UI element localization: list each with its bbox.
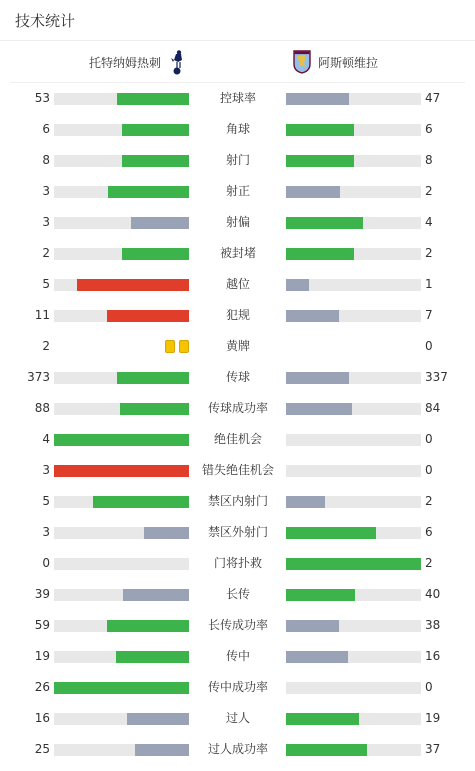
home-stat-bar-track [54, 155, 189, 167]
stats-header [0, 0, 475, 41]
yellow-card-icon [165, 340, 175, 353]
stat-label: 黄牌 [225, 339, 250, 353]
home-stat-bar [131, 217, 189, 229]
away-stat-bar-track [286, 713, 421, 725]
stat-row [0, 455, 475, 486]
stat-row [0, 548, 475, 579]
away-stat-bar-track [286, 744, 421, 756]
page-title: 技术统计 [15, 12, 76, 30]
away-stat-bar [286, 744, 367, 756]
away-stat-value: 0 [425, 432, 433, 446]
home-stat-bar-track [54, 682, 189, 694]
away-stat-value: 2 [425, 494, 433, 508]
yellow-card-icon [179, 340, 189, 353]
away-stat-bar-track [286, 589, 421, 601]
away-stat-bar-track [286, 620, 421, 632]
home-team-name: 托特纳姆热刺 [88, 55, 161, 70]
home-stat-bar-track [54, 217, 189, 229]
home-stat-value: 25 [34, 742, 50, 756]
away-stat-bar-track [286, 186, 421, 198]
stat-row [0, 145, 475, 176]
stat-label: 禁区外射门 [207, 525, 268, 539]
home-stat-bar-track [54, 465, 189, 477]
stat-row [0, 486, 475, 517]
away-stat-bar [286, 589, 355, 601]
home-stat-value: 19 [34, 649, 50, 663]
away-stat-bar [286, 279, 309, 291]
home-stat-bar [120, 403, 189, 415]
away-stat-bar [286, 217, 363, 229]
stat-label: 角球 [225, 122, 250, 136]
away-stat-value: 38 [425, 618, 441, 632]
away-stat-bar-track [286, 155, 421, 167]
spurs-cockerel-crest-icon [167, 48, 187, 76]
yellow-cards [165, 340, 189, 354]
away-stat-value: 4 [425, 215, 433, 229]
home-stat-value: 88 [34, 401, 50, 415]
home-stat-bar-track [54, 496, 189, 508]
stat-row [0, 517, 475, 548]
stats-list [0, 83, 475, 765]
stat-label: 射门 [225, 153, 250, 167]
away-stat-bar [286, 155, 354, 167]
home-stat-bar [117, 372, 189, 384]
home-team[interactable] [89, 41, 187, 83]
stat-row [0, 703, 475, 734]
home-stat-bar [123, 589, 189, 601]
away-team[interactable] [292, 41, 378, 83]
away-stat-value: 7 [425, 308, 433, 322]
home-stat-bar-track [54, 403, 189, 415]
home-stat-value: 5 [42, 494, 50, 508]
home-stat-bar [116, 651, 189, 663]
home-stat-bar [54, 434, 189, 446]
home-stat-value: 2 [42, 246, 50, 260]
home-stat-value: 53 [34, 91, 50, 105]
stat-label: 射正 [225, 184, 250, 198]
stat-label: 绝佳机会 [213, 432, 262, 446]
away-stat-bar-track [286, 372, 421, 384]
away-stat-bar-track [286, 248, 421, 260]
away-stat-value: 0 [425, 339, 433, 353]
away-stat-value: 6 [425, 525, 433, 539]
home-stat-bar-track [54, 279, 189, 291]
away-stat-value: 337 [425, 370, 448, 384]
stat-label: 过人 [225, 711, 250, 725]
home-stat-value: 11 [34, 308, 50, 322]
away-stat-value: 47 [425, 91, 441, 105]
home-stat-bar-track [54, 186, 189, 198]
home-stat-bar-track [54, 124, 189, 136]
away-stat-value: 37 [425, 742, 441, 756]
away-team-name: 阿斯顿维拉 [318, 55, 379, 70]
home-stat-bar [135, 744, 189, 756]
home-stat-bar-track [54, 558, 189, 570]
home-stat-value: 0 [42, 556, 50, 570]
home-stat-bar [117, 93, 189, 105]
teams-bar [0, 41, 475, 83]
home-stat-bar [122, 155, 190, 167]
stat-row [0, 300, 475, 331]
stat-row [0, 83, 475, 114]
stat-row [0, 734, 475, 765]
home-stat-bar-track [54, 744, 189, 756]
away-stat-value: 2 [425, 184, 433, 198]
away-stat-value: 16 [425, 649, 441, 663]
away-stat-value: 2 [425, 246, 433, 260]
stat-row [0, 641, 475, 672]
away-stat-value: 0 [425, 680, 433, 694]
away-stat-bar-track [286, 434, 421, 446]
home-stat-value: 6 [42, 122, 50, 136]
away-stat-bar [286, 93, 349, 105]
away-stat-value: 2 [425, 556, 433, 570]
home-stat-bar-track [54, 93, 189, 105]
stat-row [0, 362, 475, 393]
home-stat-value: 59 [34, 618, 50, 632]
away-stat-bar [286, 124, 354, 136]
home-stat-value: 16 [34, 711, 50, 725]
away-stat-bar [286, 372, 349, 384]
away-stat-bar-track [286, 93, 421, 105]
home-stat-value: 4 [42, 432, 50, 446]
home-stat-bar-track [54, 713, 189, 725]
stat-row [0, 610, 475, 641]
away-stat-bar-track [286, 558, 421, 570]
home-stat-bar [122, 248, 190, 260]
home-stat-bar-track [54, 248, 189, 260]
stat-row [0, 176, 475, 207]
stat-label: 传中 [225, 649, 250, 663]
home-stat-bar [108, 186, 189, 198]
away-stat-bar-track [286, 527, 421, 539]
away-stat-bar [286, 496, 325, 508]
home-stat-bar [107, 310, 189, 322]
away-stat-bar-track [286, 279, 421, 291]
away-stat-value: 84 [425, 401, 441, 415]
home-stat-bar [122, 124, 190, 136]
away-stat-bar [286, 186, 340, 198]
home-stat-bar [93, 496, 189, 508]
stat-label: 越位 [225, 277, 250, 291]
away-stat-value: 40 [425, 587, 441, 601]
away-stat-bar-track [286, 465, 421, 477]
stat-label: 传中成功率 [207, 680, 268, 694]
home-stat-value: 2 [42, 339, 50, 353]
away-stat-bar [286, 713, 359, 725]
home-stat-bar-track [54, 434, 189, 446]
villa-lion-crest-icon [292, 48, 312, 76]
home-stat-value: 3 [42, 184, 50, 198]
home-stat-bar-track [54, 620, 189, 632]
home-stat-bar-track [54, 651, 189, 663]
home-stat-bar-track [54, 372, 189, 384]
stat-label: 传球 [225, 370, 250, 384]
stat-row [0, 269, 475, 300]
stat-label: 犯规 [225, 308, 250, 322]
home-stat-bar [107, 620, 189, 632]
home-stat-bar [77, 279, 189, 291]
stat-label: 射偏 [225, 215, 250, 229]
away-stat-bar-track [286, 403, 421, 415]
away-stat-bar-track [286, 217, 421, 229]
away-stat-bar-track [286, 124, 421, 136]
away-stat-bar [286, 620, 339, 632]
away-stat-bar [286, 248, 354, 260]
stat-row [0, 331, 475, 362]
home-stat-value: 8 [42, 153, 50, 167]
away-stat-value: 0 [425, 463, 433, 477]
home-stat-value: 3 [42, 463, 50, 477]
home-stat-value: 5 [42, 277, 50, 291]
away-stat-bar [286, 310, 339, 322]
stat-label: 控球率 [219, 91, 256, 105]
away-stat-bar [286, 527, 376, 539]
home-stat-bar [144, 527, 189, 539]
stat-label: 错失绝佳机会 [201, 463, 274, 477]
stat-label: 门将扑救 [213, 556, 262, 570]
away-stat-bar-track [286, 651, 421, 663]
stat-label: 传球成功率 [207, 401, 268, 415]
home-stat-value: 3 [42, 525, 50, 539]
home-stat-value: 26 [34, 680, 50, 694]
stat-row [0, 238, 475, 269]
stat-row [0, 579, 475, 610]
away-stat-bar-track [286, 496, 421, 508]
away-stat-bar-track [286, 682, 421, 694]
home-stat-value: 39 [34, 587, 50, 601]
stat-label: 禁区内射门 [207, 494, 268, 508]
home-stat-bar [127, 713, 189, 725]
away-stat-bar [286, 651, 348, 663]
away-stat-value: 6 [425, 122, 433, 136]
home-stat-bar-track [54, 527, 189, 539]
stat-row [0, 393, 475, 424]
home-stat-value: 3 [42, 215, 50, 229]
away-stat-value: 8 [425, 153, 433, 167]
away-stat-value: 19 [425, 711, 441, 725]
home-stat-value: 373 [27, 370, 50, 384]
stat-row [0, 207, 475, 238]
home-stat-bar-track [54, 589, 189, 601]
away-stat-value: 1 [425, 277, 433, 291]
home-stat-bar-track [54, 310, 189, 322]
home-stat-bar [54, 465, 189, 477]
stat-row [0, 424, 475, 455]
away-stat-bar [286, 558, 421, 570]
stat-label: 被封堵 [219, 246, 256, 260]
stat-label: 长传成功率 [207, 618, 268, 632]
away-stat-bar [286, 403, 352, 415]
stat-label: 过人成功率 [207, 742, 268, 756]
stat-row [0, 114, 475, 145]
stat-row [0, 672, 475, 703]
home-stat-bar [54, 682, 189, 694]
stat-label: 长传 [225, 587, 250, 601]
away-stat-bar-track [286, 310, 421, 322]
